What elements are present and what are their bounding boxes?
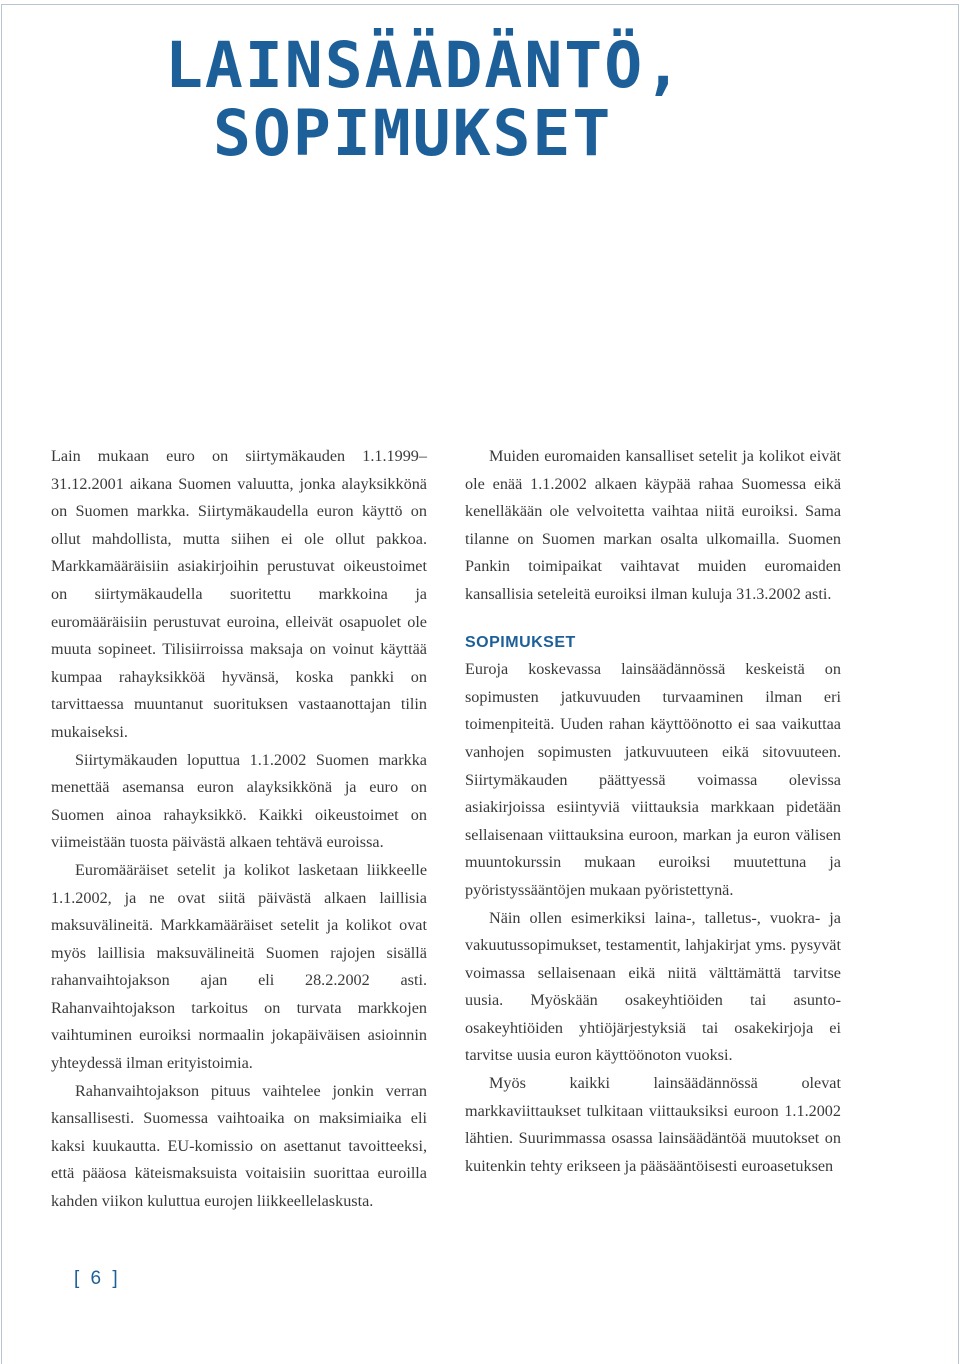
section-heading-sopimukset: SOPIMUKSET (465, 633, 576, 651)
page-title-line-2: SOPIMUKSET (213, 97, 613, 170)
body-paragraph: Euroja koskevassa lainsäädännössä keskeistä on sopimusten jatkuvuuden turvaaminen ilman eri toimenpiteitä. Uuden rahan käyttöönotto ei saa vaikuttaa vanhojen sopimusten jatkuvuuteen eikä sitovuuteen. Siirtymäkauden päättyessä voimassa olevissa asiakirjoissa esiintyviä viittauksia markkaan pidetään sellaisenaan viittauksina euroon, markan ja euron välisen muuntokurssin mukaan euroiksi muutettuna ja pyöristyssääntöjen mukaan pyöristettynä. (465, 660, 841, 899)
page-number: [ 6 ] (74, 1268, 121, 1289)
body-paragraph: Muiden euromaiden kansalliset setelit ja kolikot eivät ole enää 1.1.2002 alkaen käypää rahaa Suomessa eikä kenelläkään ole velvoitetta vaihtaa niitä euroiksi. Sama tilanne on Suomen markan osalta ulkomailla. Suomen Pankin toimipaikat vaihtavat muiden euromaiden kansallisia seteleitä euroiksi ilman kuluja 31.3.2002 asti. (465, 447, 841, 603)
body-paragraph: Rahanvaihtojakson pituus vaihtelee jonkin verran kansallisesti. Suomessa vaihtoaika on maksimiaika eli kaksi kuukautta. EU-komissio on asettanut tavoitteeksi, että pääosa käteismaksuista voitaisiin suorittaa euroilla kahden viikon kuluttua eurojen liikkeellelaskusta. (51, 1081, 427, 1211)
body-paragraph: Näin ollen esimerkiksi laina-, talletus-, vuokra- ja vakuutussopimukset, testamentit, lahjakirjat yms. pysyvät voimassa sellaisenaan eikä niitä välttämättä tarvitse uusia. Myöskään osakeyhtiöiden tai asunto-osakeyhtiöiden yhtiöjärjestyksiä tai osakekirjoja ei tarvitse uusia euron käyttöönoton vuoksi. (465, 908, 841, 1065)
body-paragraph: Myös kaikki lainsäädännössä olevat markkaviittaukset tulkitaan viittauksiksi euroon 1.1.2002 lähtien. Suurimmassa osassa lainsäädäntöä muutokset on kuitenkin tehty erikseen ja pääsääntöisesti euroasetuksen (465, 1074, 841, 1175)
body-paragraph: Siirtymäkauden loputtua 1.1.2002 Suomen markka menettää asemansa euron alayksikkönä ja euro on Suomen ainoa rahayksikkö. Kaikki oikeustoimet on viimeistään tuosta päivästä alkaen tehtävä euroissa. (51, 750, 427, 852)
left-column (51, 443, 427, 1216)
body-paragraph: Lain mukaan euro on siirtymäkauden 1.1.1999–31.12.2001 aikana Suomen valuutta, jonka alayksikkönä on Suomen markka. Siirtymäkaudella euron käyttö on ollut mahdollista, mutta siihen ei ole ollut pakkoa. Markkamääräisiin asiakirjoihin perustuvat oikeustoimet on siirtymäkaudella suoritettu markkoina ja euromääräisiin perustuvat euroina, elleivät osapuolet ole muuta sopineet. Tilisiirroissa maksaja on voinut käyttää kumpaa rahayksikköä hyvänsä, koska pankki on tarvittaessa muuntanut suorituksen vastaanottajan tilin mukaiseksi. (51, 447, 427, 741)
body-paragraph: Euromääräiset setelit ja kolikot lasketaan liikkeelle 1.1.2002, ja ne ovat siitä päivästä alkaen laillisia maksuvälineitä. Markkamääräiset setelit ja kolikot ovat myös laillisia maksuvälineitä Suomen rajojen sisällä rahanvaihtojakson ajan eli 28.2.2002 asti. Rahanvaihtojakson tarkoitus on turvata markkojen vaihtuminen euroiksi normaalin jokapäiväisen asioinnin yhteydessä ilman erityistoimia. (51, 860, 427, 1073)
page-title-line-1: LAINSÄÄDÄNTÖ, (165, 29, 685, 102)
right-column (465, 443, 841, 1180)
page-title (165, 29, 685, 170)
